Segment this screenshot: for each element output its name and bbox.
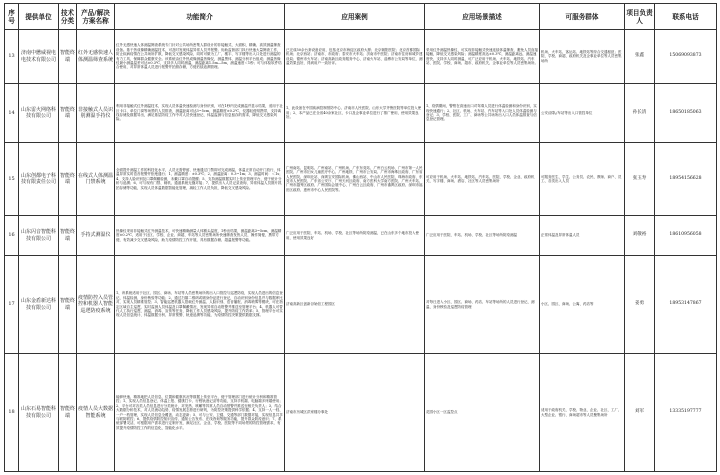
row-number: 16 (5, 216, 19, 256)
groups-cell: 可服务医生、学生、公务员、农民、教师、商户、员工、各类出入人员 (540, 143, 625, 216)
scenario-cell: 可应用于机场、火车站、地铁站、汽车站、医院、学校、企业、政府机关、写字楼、商场、酒店、社区等人员密集场所 (425, 143, 540, 216)
groups-cell: 正常体温及异常体温人员 (540, 216, 625, 256)
case-cell: 济南市历城区洪家楼办事处 (285, 354, 425, 472)
header-cell-tech: 技术分类 (59, 4, 77, 30)
owner-cell: 姜勇 (625, 256, 655, 354)
row-number: 18 (5, 354, 19, 472)
table-row (5, 216, 717, 256)
provider-cell: 山东石易智能科技有限公司 (19, 354, 59, 472)
table-row (5, 30, 717, 84)
scenario-cell: 采用红外测温热像仪，可实现非接触式快速连续体温筛查，避免人员直接接触，降低交叉感染风险；测温精度高达±0.3℃，测温距离远，测温速度快，支持多人同时测温，可广泛应用于机场、火车站、地铁站、汽车站、医院、学校、商场、超市、政府机关、企事业单位等人员密集场所。 (425, 30, 540, 84)
product-cell: 疫情防控入员管控和机器人智能巡逻防疫系统 (77, 256, 115, 354)
table-row (5, 256, 717, 354)
provider-cell: 济南中懋威视电电技术有限公司 (19, 30, 59, 84)
provider-cell: 山东雷火网络科技有限公司 (19, 84, 59, 143)
table-row (5, 143, 717, 216)
row-number: 13 (5, 30, 19, 84)
groups-cell: 公安/部队/车站等出入口管控单位 (540, 84, 625, 143)
phone-cell: 18610956058 (655, 216, 717, 256)
groups-cell: 小区、园区、商场、公寓、药店等 (540, 256, 625, 354)
data-table (4, 3, 717, 472)
header-cell-owner: 项目负责人 (625, 4, 655, 30)
function-cell: 全面提升测温工作的科技化水平，人员无需停留、快速通过门禁即可完成测温，体温正常自动开门放行，体温异常实时语音报警并拒绝通行；1、测温精度：±0.3℃；2、测温距离：0.3~1m；3、测温时间：＜1s；4、支持人脸识别及口罩佩戴检测，未戴口罩自动提醒；5、支持测温数据实时上传至管理平台，便于统计分析与追溯；6、可与现有门禁、闸机、通道系统无缝对接；7、提供出入人员记录查询、异常体温人员图片抓拍存储等功能，实现人员体温数据智能化管理，减轻工作人员负担，降低交叉感染风险。 (115, 143, 285, 216)
header-cell-case: 应用案例 (285, 4, 425, 30)
tech-cell: 智能终端 (59, 30, 77, 84)
product-cell: 在线式人体测温门禁系统 (77, 143, 115, 216)
groups-cell: 适用于政府机关、学校、物业、企业、社区、工厂、大型企业、银行、商场超市等人员聚集场所 (540, 354, 625, 472)
scenario-cell: 对每日进入小区、园区、商场、药店、车站等场所的人员进行登记、测温、身份核验及巡逻防疫管理 (425, 256, 540, 354)
tech-cell: 智能终端 (59, 84, 77, 143)
header-cell-provider: 提供单位 (19, 4, 59, 30)
header-cell-product: 产品/解决方案名称 (77, 4, 115, 30)
function-cell: 利用非接触式红外测温技术，实现人员体温快速检测与身份识别，可在1秒内完成测温并显示结果，适用于社区卡口、单位门岗等场景的人员排查，测温距离可达3~5cm，测温精度±0.2℃，仪器轻便易携带，支持离线存储及数据导出，满足基层防疫工作中对人员快速登记、体温监测与信息留存的需求，降低交叉感染风险。 (115, 84, 285, 143)
provider-cell: 山东金盾新达科技有限公司 (19, 256, 59, 354)
phone-cell: 15069093873 (655, 30, 717, 84)
provider-cell: 山东闪音智能科技有限公司 (19, 216, 59, 256)
header-cell-function: 功能简介 (115, 4, 285, 30)
function-cell: 红外无感快速人体测温筛查系统专门针对公共场所密集人群设计的非接触式、大面积、精确、高效测温筛查设备。基于热成像精确测温技术，可及时发现体温异常人员并报警。协助监督部门执行快速大量筛查工作，防止疾病疫情在公共场所扩散，降低交叉感染风险，同时可做为工厂、楼宇、写字楼等出入口处进行测温的有力工具，保障群众健康安全。该系统由红外热成像测温热像仪，测温黑体、测温分析平台组成；测温热像仪最小测温温差可达±0.3℃，支持多人同时测温，测温距离1.5m—5m，测温速度＜1秒；可与体检软件结合使用，对异常体温人员进行报警并拍照存储，方便后续追溯管理。 (115, 30, 285, 84)
header-cell-phone: 联系电话 (655, 4, 717, 30)
owner-cell: 孙长清 (625, 84, 655, 143)
product-cell: 非接触式人员识别测温手持仪 (77, 84, 115, 143)
tech-cell: 智能终端 (59, 354, 77, 472)
header-row (5, 4, 717, 30)
tech-cell: 智能终端 (59, 216, 77, 256)
case-cell: 已完成50余台套设备应用，包括北京市海淀区政府大厦；北京朝阳医院；北京首都国际机场；北京西站；济南市、市政府；泰安市火车站；济南市中医院；济南市住房和城乡建设局；德州市火车站；济南高新区政务服务中心、济南火车站、淄博市公安局等单位，测温效果良好，得到用户一致好评。 (285, 30, 425, 84)
row-number: 14 (5, 84, 19, 143)
tech-cell: 智能终端 (59, 256, 77, 354)
phone-cell: 18650185063 (655, 84, 717, 143)
header-cell-scenario: 应用场景描述 (425, 4, 540, 30)
scenario-cell: 花园小区一区监控点 (425, 354, 540, 472)
header-cell-groups: 可服务群体 (540, 4, 625, 30)
function-cell: 热像仪采用非接触式红外测温技术，可快速精确测量人体额头温度，1秒出结果，测温距离3~5cm，测温精度±0.2℃，适用于社区、学校、企业、商超、车站等人员密集场所快速筛查发热人员，操作简便，携带方便，有效减少交叉感染风险，助力疫情防控工作开展，具有数据存储、超温报警等功能。 (115, 216, 285, 256)
case-cell: 广泛应用于医院、车站、机场、学校、社区等场所防疫测温，已在山东多个地市投入使用，使用效果良好 (285, 216, 425, 256)
case-cell: 广州南站、昆明站、广州南站、广州机场、广东东莞站、广州白云机场、广州市第一人民医院、广州市妇女儿童医疗中心、广州地铁、广州市公安局、广州市海珠区政府、广东省人民医院、深圳北站、深圳宝安国际机场、佛山西站、中山市人民医院、珠海市政府、东莞市人民医院、广东省公安厅、广州天河区政府、南方医科大学南方医院、广州火车站、广州市越秀区政府、广州国际会展中心、广州白云区政府、广州市番禺区政府、深圳市福田区政府、惠州市中心人民医院等。 (285, 143, 425, 216)
phone-cell: 18953147867 (655, 256, 717, 354)
function-cell: 1、该系统适用于社区、园区、商场、车站等人员密集场所的出入口管控与巡逻防疫，实现人员进出的信息登记、体温检测、身份核验等功能；2、通过扫描二维码或刷身份证进行登记，自动识别身份信息并与数据库比对，实现人员精准管控；3、智能巡逻机器人搭载红外测温、人脸识别、语音播报、消毒喷雾等模块，可在指定区域自主巡逻，实时监测人员体温及口罩佩戴情况，发现异常自动报警并推送至管理平台；4、机器人可替代人工执行巡逻、测温、消毒、宣传等任务，降低工作人员感染风险，提升防疫工作效率；5、管理平台可实现人员信息统计、体温数据分析、异常预警、轨迹追溯等功能，为疫情防控决策提供数据支撑。 (115, 256, 285, 354)
product-cell: 疫情人员大数据智能系统 (77, 354, 115, 472)
owner-cell: 张玉寿 (625, 143, 655, 216)
case-cell: 1、此设备在中国疾病控制预防中心、济南市人民医院、山东大学齐鲁医院等单位投入使用；2、本产品已在全省40余家社区、卡口及企事业单位进行了推广使用，使用效果良好。 (285, 84, 425, 143)
scenario-cell: 广泛应用于医院、车站、机场、学校、社区等场所防疫测温 (425, 216, 540, 256)
row-number: 17 (5, 256, 19, 354)
case-cell: 济南高新区创新谷始信工程园区 (285, 256, 425, 354)
scenario-cell: 1、疫情期间，警察在高速出口对驾乘人员进行体温检测和身份识别，实现快速通行；2、社区、机场、火车站、汽车站等入口处人员体温检测与登记；3、学校、医院、工厂、商场等公共场所出入口人员体温排查与信息登记管理。 (425, 84, 540, 143)
provider-cell: 山东创都电子科技有限责任公司 (19, 143, 59, 216)
table-row (5, 354, 717, 472)
product-cell: 手持式测温仪 (77, 216, 115, 256)
owner-cell: 刘敬裕 (625, 216, 655, 256)
row-number: 15 (5, 143, 19, 216)
tech-cell: 智能终端 (59, 143, 77, 216)
owner-cell: 张鑫 (625, 30, 655, 84)
header-cell-no: 序号 (5, 4, 19, 30)
phone-cell: 18954156628 (655, 143, 717, 216)
phone-cell: 13335197777 (655, 354, 717, 472)
product-cell: 红外无感快速人体测温筛查系统 (77, 30, 115, 84)
function-cell: 能够快速、精准地把人员信息、位置和健康状况等数据上传至平台，便于管理部门进行统计分析和精准管控；1、实现人员信息登记、体温上报、健康打卡、行程轨迹记录等功能，支持手机端、电脑端多终端使用；2、平台可对各类人员信息进行分类统计，对发热、咳嗽等异常人员自动预警并推送至相关负责人；3、结合大数据分析技术，对人员流动趋势、疫情发展态势进行研判，为防控决策提供科学依据；4、支持一人一档、一户一档管理，实现人员信息全覆盖、动态更新；5、可与公安、卫健、交通等部门数据对接，实现信息共享与联防联控；6、提供疫情防控知识宣传、通知公告发布、在线咨询等服务功能，提升群众防疫意识；7、系统部署灵活，可根据用户需求进行定制开发，满足社区、企业、学校、医院等不同场景的防控管理需求，有效提升疫情防控工作的信息化、智能化水平。 (115, 354, 285, 472)
groups-cell: 机场、火车站、客运站、地铁站等综合交通枢纽；医院、学校、商超、政府机关及企事业单位等人员密集场所 (540, 30, 625, 84)
owner-cell: 刘军 (625, 354, 655, 472)
table-row (5, 84, 717, 143)
